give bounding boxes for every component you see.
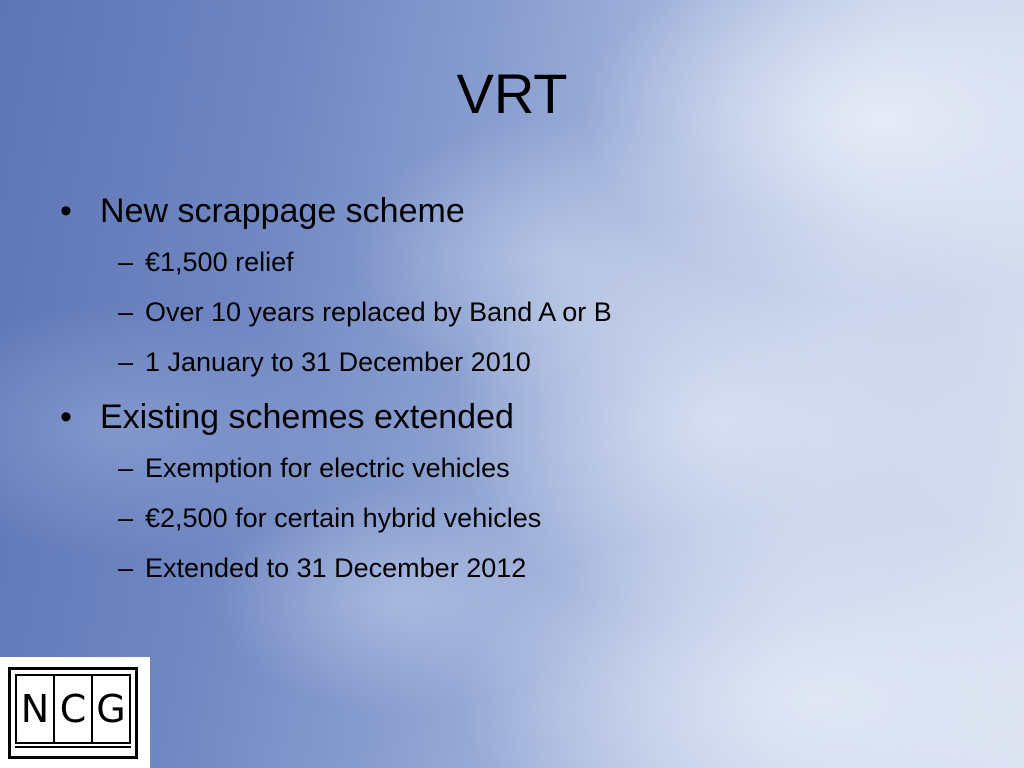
sub-bullet-marker: – xyxy=(118,503,134,533)
logo-frame xyxy=(8,667,138,759)
bullet-text: New scrappage scheme xyxy=(100,192,465,230)
logo-letter-g: G xyxy=(91,676,129,742)
logo-letter-n: N xyxy=(20,687,50,731)
sub-bullet-item xyxy=(60,543,960,593)
sub-bullet-item xyxy=(60,237,960,287)
bullet-group xyxy=(60,185,960,387)
slide-content xyxy=(60,185,960,593)
sub-bullet-text: 1 January to 31 December 2010 xyxy=(145,347,531,377)
bullet-item xyxy=(60,185,960,237)
sub-bullet-item xyxy=(60,443,960,493)
sub-bullet-marker: – xyxy=(118,347,134,377)
bullet-marker: • xyxy=(60,192,72,230)
sub-bullet-text: €2,500 for certain hybrid vehicles xyxy=(145,503,542,533)
bullet-group xyxy=(60,391,960,593)
sub-bullet-item xyxy=(60,287,960,337)
sub-bullet-text: Over 10 years replaced by Band A or B xyxy=(145,297,612,327)
bullet-marker: • xyxy=(60,398,72,436)
sub-bullet-marker: – xyxy=(118,297,134,327)
logo-letters xyxy=(15,674,131,744)
slide-title: VRT xyxy=(456,62,568,125)
sub-bullet-item xyxy=(60,493,960,543)
sub-bullet-text: Extended to 31 December 2012 xyxy=(145,553,527,583)
logo-letter-c: C xyxy=(53,676,91,742)
bullet-text: Existing schemes extended xyxy=(100,398,514,436)
sub-bullet-marker: – xyxy=(118,453,134,483)
ncg-logo xyxy=(0,657,150,768)
sub-bullet-marker: – xyxy=(118,553,134,583)
logo-base-line xyxy=(15,746,131,753)
bullet-item xyxy=(60,391,960,443)
sub-bullet-item xyxy=(60,337,960,387)
sub-bullet-text: Exemption for electric vehicles xyxy=(145,453,510,483)
sub-bullet-marker: – xyxy=(118,247,134,277)
sub-bullet-text: €1,500 relief xyxy=(145,247,294,277)
